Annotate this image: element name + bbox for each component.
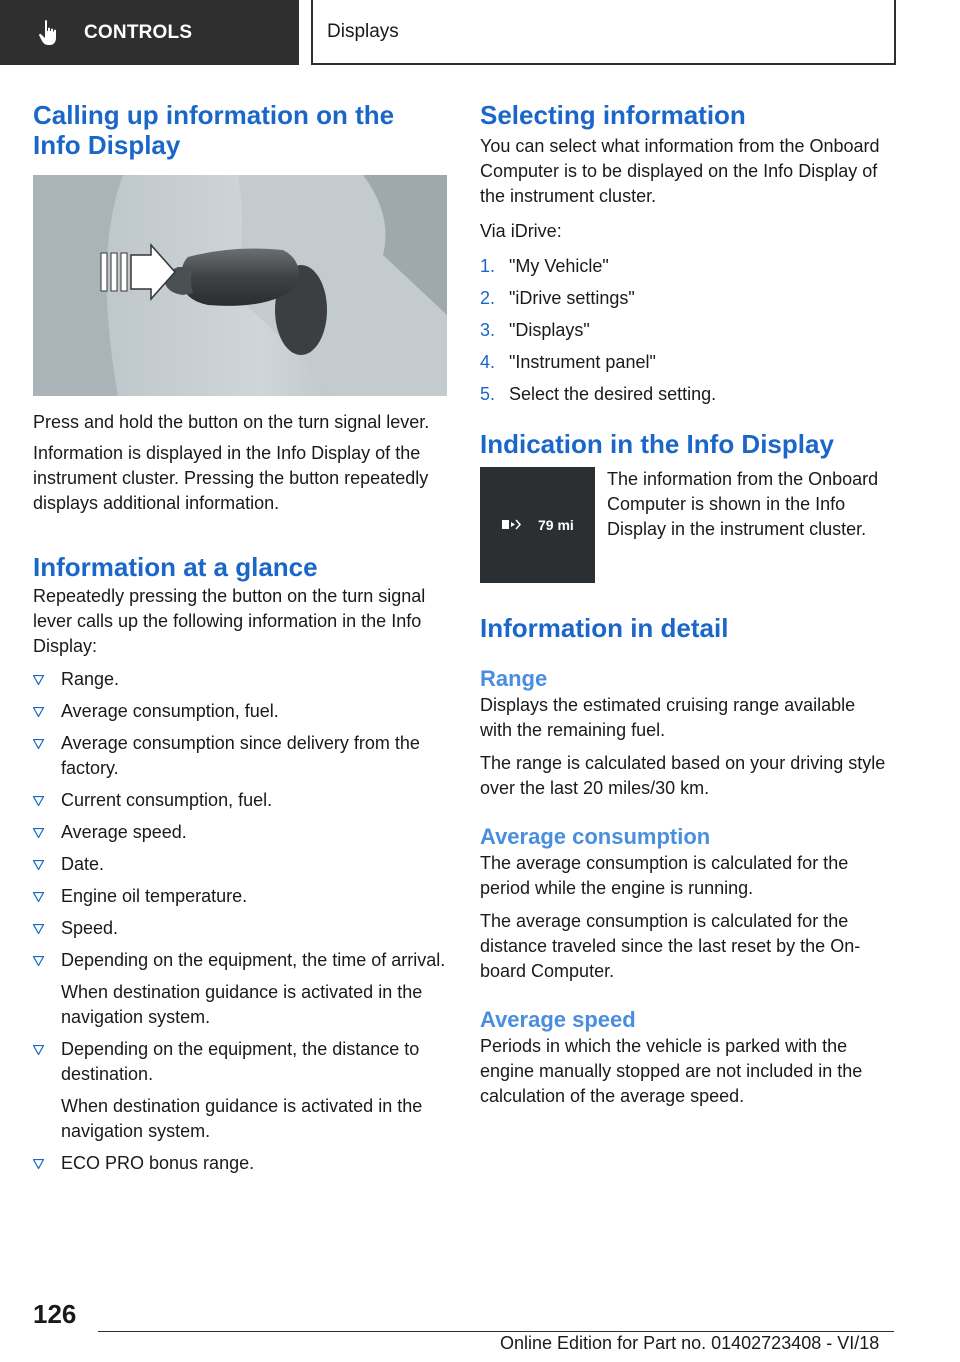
average-speed-text: Periods in which the vehicle is parked with the engine manually stopped are not included in the calculation of the average speed.: [480, 1036, 863, 1106]
list-item: Depending on the equipment, the distance to destination. When destination guidance is activated in the navigation system.: [33, 1037, 447, 1144]
list-item: Current consumption, fuel.: [33, 788, 447, 813]
list-item-note: When destination guidance is activated in the navigation system.: [61, 982, 423, 1027]
triangle-bullet-icon: [33, 796, 44, 806]
average-consumption-text-1: The average consumption is calculated for the period while the engine is running.: [480, 853, 849, 898]
selecting-heading: Selecting information: [480, 100, 746, 130]
selecting-text: You can select what information from the Onboard Computer is to be displayed on the Info Display of the instrument cluster.: [480, 136, 880, 206]
information-glance-heading: Information at a glance: [33, 552, 318, 582]
list-item: ECO PRO bonus range.: [33, 1151, 447, 1176]
step-item: 4. "Instrument panel": [480, 352, 656, 372]
footer-divider: [98, 1331, 894, 1332]
list-item: Average consumption, fuel.: [33, 699, 447, 724]
chapter-label: Displays: [327, 20, 399, 42]
average-consumption-text-2: The average consumption is calculated for the distance traveled since the last reset by the Onboard Computer.: [480, 911, 861, 981]
via-idrive-label: Via iDrive:: [480, 221, 562, 241]
triangle-bullet-icon: [33, 956, 44, 966]
list-item: Range.: [33, 667, 447, 692]
information-detail-heading: Information in detail: [480, 613, 729, 643]
hand-pointer-icon: [38, 19, 62, 47]
range-value: 79 mi: [538, 517, 574, 533]
section-label: CONTROLS: [84, 21, 193, 43]
indication-text: The information from the Onboard Computer is shown in the Info Display in the instrument cluster.: [607, 469, 879, 539]
triangle-bullet-icon: [33, 828, 44, 838]
triangle-bullet-icon: [33, 860, 44, 870]
step-item: 2. "iDrive settings": [480, 288, 635, 308]
turn-signal-lever-button-illustration: [33, 175, 447, 396]
average-consumption-heading: Average consumption: [480, 824, 711, 849]
triangle-bullet-icon: [33, 1045, 44, 1055]
average-speed-heading: Average speed: [480, 1007, 636, 1032]
list-item: Average speed.: [33, 820, 447, 845]
right-column: [480, 100, 890, 1109]
triangle-bullet-icon: [33, 892, 44, 902]
footer-edition: Online Edition for Part no. 01402723408 - VI/18: [500, 1333, 880, 1353]
selecting-steps: [480, 254, 890, 407]
indication-block: [480, 467, 890, 583]
information-glance-intro: Repeatedly pressing the button on the turn signal lever calls up the following information in the Info Display:: [33, 586, 426, 656]
step-item: 1. "My Vehicle": [480, 256, 609, 276]
step-item: 3. "Displays": [480, 320, 590, 340]
triangle-bullet-icon: [33, 924, 44, 934]
section-tab[interactable]: [0, 0, 299, 65]
calling-up-heading: Calling up information on the Info Display: [33, 100, 395, 160]
range-text-2: The range is calculated based on your driving style over the last 20 miles/30 km.: [480, 753, 886, 798]
triangle-bullet-icon: [33, 707, 44, 717]
list-item: Speed.: [33, 916, 447, 941]
list-item: Engine oil temperature.: [33, 884, 447, 909]
triangle-bullet-icon: [33, 675, 44, 685]
list-item: Depending on the equipment, the time of arrival. When destination guidance is activated in the navigation system.: [33, 948, 447, 1030]
page-number: 126: [33, 1299, 77, 1329]
calling-up-text-2: Information is displayed in the Info Display of the instrument cluster. Pressing the button repeatedly displays additional information.: [33, 443, 429, 513]
list-item: Average consumption since delivery from the factory.: [33, 731, 447, 781]
indication-heading: Indication in the Info Display: [480, 429, 834, 459]
information-list: [33, 667, 447, 1176]
list-item-note: When destination guidance is activated in the navigation system.: [61, 1096, 423, 1141]
triangle-bullet-icon: [33, 739, 44, 749]
triangle-bullet-icon: [33, 1159, 44, 1169]
range-text-1: Displays the estimated cruising range available with the remaining fuel.: [480, 695, 856, 740]
left-column: [33, 100, 447, 1183]
list-item: Date.: [33, 852, 447, 877]
step-item: 5. Select the desired setting.: [480, 384, 717, 404]
range-heading: Range: [480, 666, 548, 691]
chapter-header: [311, 0, 896, 65]
calling-up-text-1: Press and hold the button on the turn signal lever.: [33, 412, 430, 432]
info-display-screenshot: [480, 467, 595, 583]
